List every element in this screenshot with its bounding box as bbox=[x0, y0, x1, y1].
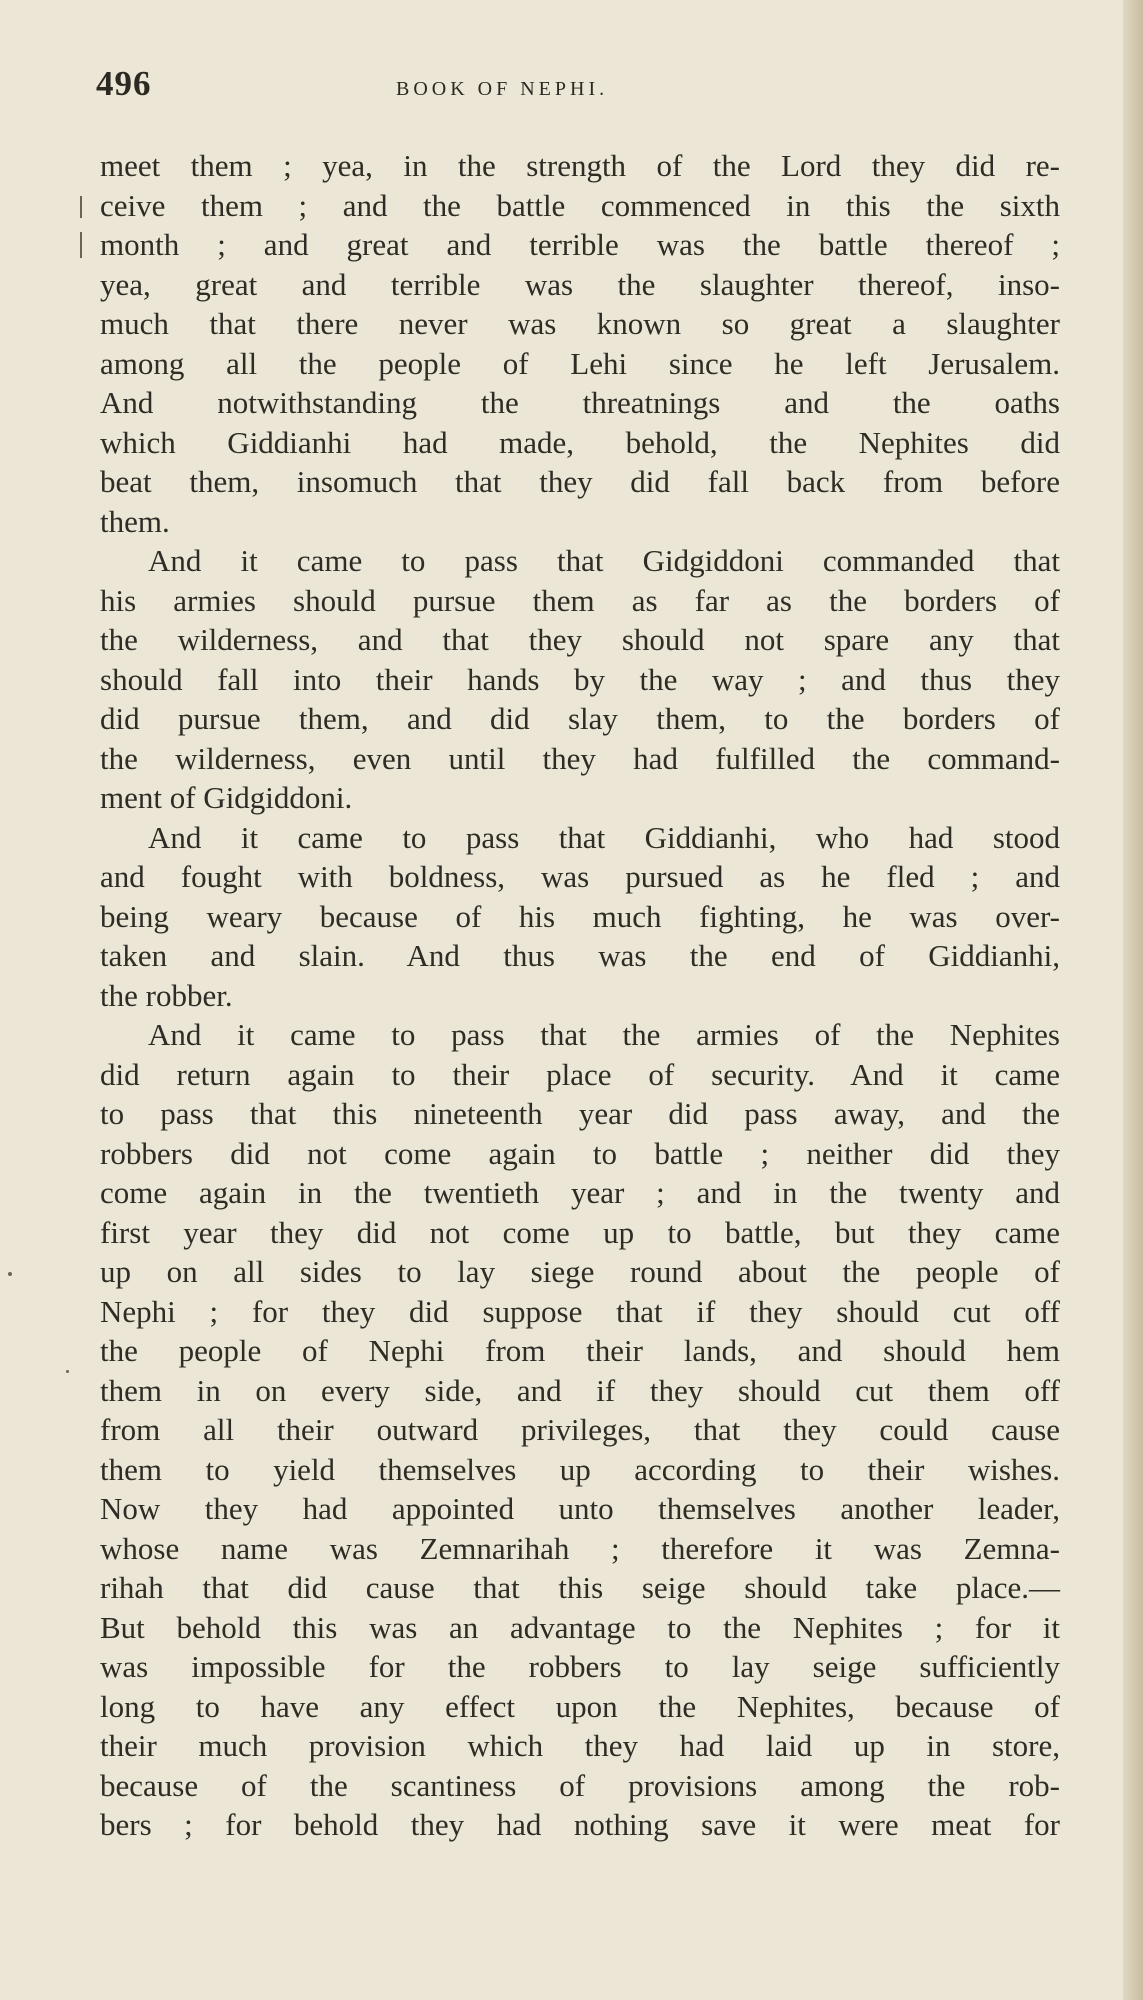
text-line: from all their outward privileges, that they could cause bbox=[100, 1412, 1060, 1447]
text-line: and fought with boldness, was pursued as he fled ; and bbox=[100, 859, 1060, 894]
text-line: up on all sides to lay siege round about the people of bbox=[100, 1254, 1060, 1289]
text-line: because of the scantiness of provisions among the rob- bbox=[100, 1767, 1060, 1803]
running-head: BOOK OF NEPHI. bbox=[396, 78, 609, 100]
text-line: them. bbox=[100, 503, 170, 539]
text-line: the robber. bbox=[100, 977, 233, 1013]
text-line: the wilderness, and that they should not spare any that bbox=[100, 622, 1060, 657]
text-line: the people of Nephi from their lands, and should hem bbox=[100, 1333, 1060, 1368]
text-line: the wilderness, even until they had fulfilled the command- bbox=[100, 740, 1060, 776]
text-line: their much provision which they had laid up in store, bbox=[100, 1728, 1060, 1763]
margin-mark bbox=[80, 196, 82, 218]
text-line: And notwithstanding the threatnings and the oaths bbox=[100, 385, 1060, 420]
page-header bbox=[96, 64, 1056, 114]
text-line: was impossible for the robbers to lay seige sufficiently bbox=[100, 1649, 1060, 1684]
text-line: beat them, insomuch that they did fall back from before bbox=[100, 464, 1060, 499]
paragraph-start: And it came to pass that Gidgiddoni commanded that bbox=[148, 543, 1060, 578]
text-line: being weary because of his much fighting, he was over- bbox=[100, 898, 1060, 934]
text-line: Nephi ; for they did suppose that if they should cut off bbox=[100, 1293, 1060, 1329]
text-line: taken and slain. And thus was the end of Giddianhi, bbox=[100, 938, 1060, 973]
paragraph-start: And it came to pass that the armies of the Nephites bbox=[148, 1017, 1060, 1052]
margin-mark bbox=[8, 1272, 12, 1276]
text-line: bers ; for behold they had nothing save it were meat for bbox=[100, 1807, 1060, 1842]
text-line: whose name was Zemnarihah ; therefore it was Zemna- bbox=[100, 1530, 1060, 1566]
text-line: long to have any effect upon the Nephites, because of bbox=[100, 1688, 1060, 1724]
text-line: should fall into their hands by the way ; and thus they bbox=[100, 661, 1060, 697]
text-line: come again in the twentieth year ; and in the twenty and bbox=[100, 1175, 1060, 1210]
text-line: Now they had appointed unto themselves another leader, bbox=[100, 1491, 1060, 1526]
text-line: to pass that this nineteenth year did pass away, and the bbox=[100, 1096, 1060, 1131]
text-line: them in on every side, and if they should cut them off bbox=[100, 1372, 1060, 1408]
text-line: first year they did not come up to battle, but they came bbox=[100, 1214, 1060, 1250]
text-line: yea, great and terrible was the slaughter thereof, inso- bbox=[100, 266, 1060, 302]
text-line: much that there never was known so great a slaughter bbox=[100, 306, 1060, 341]
body-text bbox=[100, 146, 1060, 1845]
page-edge bbox=[1123, 0, 1143, 2000]
page-number: 496 bbox=[96, 64, 152, 103]
text-line: ceive them ; and the battle commenced in this the sixth bbox=[100, 187, 1060, 223]
text-line: did return again to their place of security. And it came bbox=[100, 1056, 1060, 1092]
text-line: But behold this was an advantage to the Nephites ; for it bbox=[100, 1609, 1060, 1645]
text-line: which Giddianhi had made, behold, the Nephites did bbox=[100, 424, 1060, 460]
paragraph-start: And it came to pass that Giddianhi, who had stood bbox=[148, 819, 1060, 855]
text-line: month ; and great and terrible was the battle thereof ; bbox=[100, 227, 1060, 262]
text-line: them to yield themselves up according to their wishes. bbox=[100, 1451, 1060, 1487]
text-line: did pursue them, and did slay them, to the borders of bbox=[100, 701, 1060, 736]
margin-mark bbox=[66, 1370, 69, 1373]
margin-mark bbox=[80, 232, 82, 258]
text-line: ment of Gidgiddoni. bbox=[100, 780, 353, 815]
text-line: rihah that did cause that this seige should take place.— bbox=[100, 1570, 1060, 1605]
text-line: robbers did not come again to battle ; neither did they bbox=[100, 1135, 1060, 1171]
text-line: meet them ; yea, in the strength of the Lord they did re- bbox=[100, 148, 1060, 183]
text-line: among all the people of Lehi since he left Jerusalem. bbox=[100, 345, 1060, 381]
text-line: his armies should pursue them as far as the borders of bbox=[100, 582, 1060, 618]
